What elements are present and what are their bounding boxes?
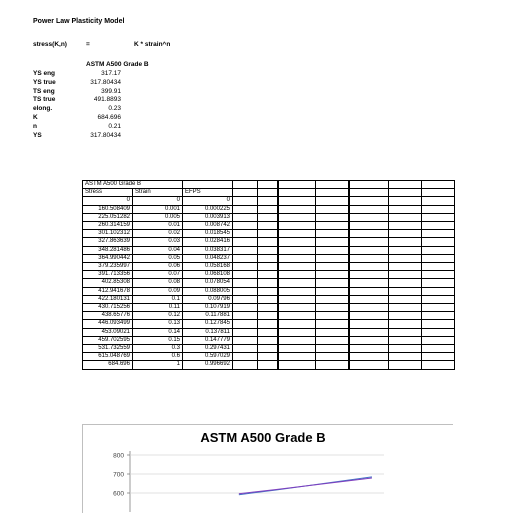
table-cell[interactable]: 0.996692 (183, 361, 233, 369)
chart-title: ASTM A500 Grade B (200, 430, 326, 445)
table-cell[interactable] (316, 181, 349, 189)
table-cell[interactable] (316, 222, 349, 230)
table-cell[interactable] (316, 328, 349, 336)
table-cell[interactable] (316, 353, 349, 361)
table-cell[interactable] (349, 336, 389, 344)
table-cell[interactable]: 0.147779 (183, 336, 233, 344)
table-cell[interactable] (258, 263, 278, 271)
table-cell[interactable] (233, 213, 258, 221)
line-chart (82, 424, 452, 512)
table-cell[interactable] (258, 312, 278, 320)
param-label: YS (33, 131, 42, 139)
table-cell[interactable] (316, 320, 349, 328)
table-cell[interactable] (278, 205, 316, 213)
table-cell[interactable] (389, 320, 422, 328)
table-cell[interactable]: 0.048237 (183, 254, 233, 262)
table-cell[interactable] (422, 287, 455, 295)
table-cell[interactable] (349, 295, 389, 303)
table-cell[interactable] (316, 213, 349, 221)
table-cell[interactable] (422, 181, 455, 189)
table-cell[interactable]: Stress (83, 189, 133, 197)
table-cell[interactable] (422, 312, 455, 320)
table-cell[interactable]: 348.281486 (83, 246, 133, 254)
table-cell[interactable] (389, 287, 422, 295)
table-cell[interactable] (278, 246, 316, 254)
table-cell[interactable] (278, 287, 316, 295)
formula-lhs: stress(K,n) (33, 41, 67, 48)
table-cell[interactable] (316, 189, 349, 197)
table-cell[interactable] (233, 312, 258, 320)
table-cell[interactable] (316, 304, 349, 312)
table-cell[interactable]: 0.297431 (183, 345, 233, 353)
table-cell[interactable]: 0.1 (133, 295, 183, 303)
table-cell[interactable] (422, 361, 455, 369)
y-tick-label: 800 (113, 452, 124, 460)
table-cell[interactable] (422, 271, 455, 279)
table-cell[interactable] (258, 230, 278, 238)
table-cell[interactable] (389, 246, 422, 254)
table-row (83, 328, 455, 336)
table-cell[interactable] (233, 279, 258, 287)
table-cell[interactable] (258, 189, 278, 197)
table-cell[interactable] (389, 279, 422, 287)
table-cell[interactable] (278, 213, 316, 221)
table-cell[interactable] (389, 254, 422, 262)
param-value[interactable]: 317.80434 (90, 131, 121, 139)
table-cell[interactable] (422, 345, 455, 353)
table-cell[interactable]: 225.051282 (83, 213, 133, 221)
table-cell[interactable] (258, 271, 278, 279)
table-cell[interactable] (389, 230, 422, 238)
param-value[interactable]: 491.8893 (93, 96, 121, 104)
table-cell[interactable] (422, 213, 455, 221)
table-cell[interactable] (278, 189, 316, 197)
table-cell[interactable]: 0.003913 (183, 213, 233, 221)
table-cell[interactable]: 0.058168 (183, 263, 233, 271)
formula-eq: = (86, 41, 90, 48)
table-cell[interactable] (349, 189, 389, 197)
table-cell[interactable] (316, 336, 349, 344)
table-cell[interactable] (349, 271, 389, 279)
table-cell[interactable] (349, 246, 389, 254)
table-cell[interactable]: 0.6 (133, 353, 183, 361)
table-row (83, 197, 455, 205)
table-cell[interactable]: 0.078054 (183, 279, 233, 287)
table-cell[interactable]: 0.09 (133, 287, 183, 295)
table-cell[interactable] (278, 238, 316, 246)
table-cell[interactable]: Strain (133, 189, 183, 197)
table-cell[interactable]: 453.09021 (83, 328, 133, 336)
table-cell[interactable]: 430.715256 (83, 304, 133, 312)
table-row (83, 279, 455, 287)
table-cell[interactable] (258, 254, 278, 262)
table-cell[interactable] (258, 304, 278, 312)
table-cell[interactable] (316, 205, 349, 213)
table-cell[interactable]: 0.12 (133, 312, 183, 320)
table-cell[interactable] (389, 353, 422, 361)
table-cell[interactable] (278, 263, 316, 271)
table-cell[interactable]: 0.000225 (183, 205, 233, 213)
table-cell[interactable] (389, 197, 422, 205)
param-value[interactable]: 0.21 (108, 122, 121, 130)
table-cell[interactable]: 438.65776 (83, 312, 133, 320)
table-cell[interactable]: 0.14 (133, 328, 183, 336)
table-cell[interactable]: 160.508409 (83, 205, 133, 213)
table-cell[interactable] (389, 295, 422, 303)
table-cell[interactable] (258, 353, 278, 361)
table-cell[interactable] (233, 238, 258, 246)
table-cell[interactable] (349, 353, 389, 361)
table-cell[interactable] (422, 189, 455, 197)
y-tick-label: 600 (113, 490, 124, 498)
table-cell[interactable] (422, 320, 455, 328)
table-cell[interactable] (349, 304, 389, 312)
table-cell[interactable]: 1 (133, 361, 183, 369)
table-cell[interactable]: 615.048769 (83, 353, 133, 361)
table-cell[interactable] (389, 312, 422, 320)
table-row (83, 345, 455, 353)
table-cell[interactable] (389, 304, 422, 312)
table-cell[interactable] (258, 246, 278, 254)
table-cell[interactable] (349, 328, 389, 336)
table-cell[interactable]: 0.08 (133, 279, 183, 287)
table-cell[interactable] (349, 213, 389, 221)
table-cell[interactable] (233, 181, 258, 189)
table-cell[interactable] (389, 345, 422, 353)
param-label: TS eng (33, 87, 55, 95)
table-cell[interactable] (233, 320, 258, 328)
table-cell[interactable] (258, 181, 278, 189)
table-cell[interactable] (278, 353, 316, 361)
table-cell[interactable]: 0.088005 (183, 287, 233, 295)
table-cell[interactable]: 0.3 (133, 345, 183, 353)
table-cell[interactable] (233, 205, 258, 213)
table-cell[interactable] (349, 263, 389, 271)
table-cell[interactable] (258, 336, 278, 344)
table-row (83, 287, 455, 295)
table-cell[interactable] (316, 246, 349, 254)
table-cell[interactable] (233, 353, 258, 361)
table-cell[interactable] (422, 246, 455, 254)
table-cell[interactable] (422, 353, 455, 361)
param-label: elong. (33, 105, 53, 113)
table-cell[interactable] (278, 181, 316, 189)
table-cell[interactable] (278, 320, 316, 328)
table-row (83, 336, 455, 344)
y-tick-label: 700 (113, 471, 124, 479)
table-row (83, 361, 455, 369)
table-row (83, 312, 455, 320)
table-cell[interactable]: 391.713356 (83, 271, 133, 279)
table-row (83, 213, 455, 221)
table-cell[interactable]: 379.235997 (83, 263, 133, 271)
table-cell[interactable] (349, 345, 389, 353)
table-cell[interactable] (233, 197, 258, 205)
table-cell[interactable] (422, 238, 455, 246)
table-cell[interactable] (258, 213, 278, 221)
table-cell[interactable]: 459.702595 (83, 336, 133, 344)
table-cell[interactable] (278, 279, 316, 287)
table-cell[interactable] (349, 361, 389, 369)
table-row (83, 189, 455, 197)
table-row (83, 238, 455, 246)
table-cell[interactable]: 0.005 (133, 213, 183, 221)
table-cell[interactable] (349, 222, 389, 230)
param-value[interactable]: 399.91 (101, 87, 121, 95)
table-cell[interactable] (233, 263, 258, 271)
table-cell[interactable] (278, 345, 316, 353)
table-cell[interactable] (389, 222, 422, 230)
table-cell[interactable] (316, 345, 349, 353)
param-value[interactable]: 317.17 (101, 70, 121, 77)
table-cell[interactable] (316, 312, 349, 320)
table-cell[interactable]: 0.018545 (183, 230, 233, 238)
sheet-title: Power Law Plasticity Model (33, 18, 125, 25)
table-cell[interactable] (389, 205, 422, 213)
table-cell[interactable] (316, 254, 349, 262)
table-cell[interactable] (183, 181, 233, 189)
table-cell[interactable]: 0.15 (133, 336, 183, 344)
table-cell[interactable] (278, 361, 316, 369)
table-cell[interactable] (233, 287, 258, 295)
table-cell[interactable]: EFPS (183, 189, 233, 197)
table-cell[interactable] (316, 263, 349, 271)
table-cell[interactable] (258, 361, 278, 369)
table-cell[interactable]: 0.117881 (183, 312, 233, 320)
table-cell[interactable] (278, 271, 316, 279)
table-cell[interactable] (349, 238, 389, 246)
table-cell[interactable]: 0 (83, 197, 133, 205)
table-cell[interactable] (389, 263, 422, 271)
table-cell[interactable]: 0.04 (133, 246, 183, 254)
table-cell[interactable]: 0.07 (133, 271, 183, 279)
table-cell[interactable] (316, 238, 349, 246)
table-cell[interactable] (422, 222, 455, 230)
table-cell[interactable] (258, 328, 278, 336)
table-row (83, 353, 455, 361)
table-cell[interactable] (389, 189, 422, 197)
table-cell[interactable] (349, 197, 389, 205)
table-cell[interactable]: 0.068108 (183, 271, 233, 279)
table-cell[interactable] (233, 271, 258, 279)
table-cell[interactable] (278, 295, 316, 303)
table-cell[interactable] (278, 254, 316, 262)
table-cell[interactable]: 0 (133, 197, 183, 205)
table-cell[interactable] (349, 320, 389, 328)
table-cell[interactable] (422, 254, 455, 262)
table-cell[interactable] (316, 271, 349, 279)
table-cell[interactable] (349, 230, 389, 238)
series-line-2 (239, 478, 372, 494)
data-table (82, 180, 455, 370)
table-cell[interactable] (422, 336, 455, 344)
table-cell[interactable] (258, 238, 278, 246)
table-row (83, 295, 455, 303)
table-cell[interactable]: 402.85308 (83, 279, 133, 287)
param-value[interactable]: 684.696 (97, 114, 121, 121)
table-row (83, 222, 455, 230)
param-label: K (33, 114, 38, 121)
table-cell[interactable]: 531.732559 (83, 345, 133, 353)
table-row (83, 246, 455, 254)
table-cell[interactable]: 0.01 (133, 222, 183, 230)
table-row (83, 320, 455, 328)
table-row (83, 205, 455, 213)
table-cell[interactable] (349, 181, 389, 189)
table-cell[interactable]: 0.008742 (183, 222, 233, 230)
table-cell[interactable] (349, 312, 389, 320)
table-cell[interactable] (233, 222, 258, 230)
table-cell[interactable] (233, 336, 258, 344)
table-cell[interactable]: 0 (183, 197, 233, 205)
table-cell[interactable]: 0.05 (133, 254, 183, 262)
table-cell[interactable] (233, 189, 258, 197)
table-cell[interactable]: 0.06 (133, 263, 183, 271)
param-label: YS eng (33, 70, 56, 77)
table-cell[interactable]: 0.13 (133, 320, 183, 328)
table-cell[interactable] (233, 328, 258, 336)
table-cell[interactable] (349, 287, 389, 295)
table-cell[interactable] (316, 287, 349, 295)
param-value[interactable]: 0.23 (108, 105, 121, 113)
table-cell[interactable] (258, 295, 278, 303)
table-cell[interactable]: 260.314159 (83, 222, 133, 230)
table-title-row (83, 181, 455, 189)
table-cell[interactable] (233, 246, 258, 254)
table-cell[interactable] (389, 336, 422, 344)
table-cell[interactable] (258, 287, 278, 295)
table-cell[interactable]: 0.001 (133, 205, 183, 213)
table-cell[interactable]: 0.11 (133, 304, 183, 312)
table-cell[interactable] (422, 328, 455, 336)
table-cell[interactable] (278, 336, 316, 344)
table-cell[interactable] (349, 279, 389, 287)
table-cell[interactable]: 412.941678 (83, 287, 133, 295)
table-cell[interactable] (316, 197, 349, 205)
table-cell[interactable] (316, 279, 349, 287)
table-cell[interactable] (278, 197, 316, 205)
table-cell[interactable]: 0.02 (133, 230, 183, 238)
table-cell[interactable] (233, 254, 258, 262)
table-cell[interactable]: 0.107919 (183, 304, 233, 312)
table-cell[interactable] (349, 254, 389, 262)
table-cell[interactable] (349, 205, 389, 213)
table-cell[interactable] (258, 279, 278, 287)
table-cell[interactable] (233, 345, 258, 353)
table-cell[interactable]: 0.127845 (183, 320, 233, 328)
params-header: ASTM A500 Grade B (86, 61, 149, 68)
table-row (83, 271, 455, 279)
table-row (83, 254, 455, 262)
table-cell[interactable] (316, 361, 349, 369)
table-cell[interactable] (389, 328, 422, 336)
table-cell[interactable] (278, 222, 316, 230)
table-cell[interactable] (278, 304, 316, 312)
table-cell[interactable]: 327.863639 (83, 238, 133, 246)
table-cell[interactable]: 0.137811 (183, 328, 233, 336)
table-cell[interactable] (258, 320, 278, 328)
table-cell[interactable] (389, 271, 422, 279)
param-label: TS true (33, 96, 56, 104)
table-cell[interactable] (389, 213, 422, 221)
table-cell[interactable]: 0.597029 (183, 353, 233, 361)
table-cell[interactable] (316, 295, 349, 303)
table-row (83, 263, 455, 271)
table-cell[interactable]: 0.03 (133, 238, 183, 246)
table-row (83, 230, 455, 238)
table-cell[interactable] (258, 222, 278, 230)
table-cell[interactable] (233, 230, 258, 238)
table-cell[interactable] (422, 279, 455, 287)
table-cell[interactable]: 0.09796 (183, 295, 233, 303)
formula-rhs: K * strain^n (134, 41, 171, 48)
table-cell[interactable] (422, 295, 455, 303)
table-cell[interactable]: 301.102312 (83, 230, 133, 238)
table-cell[interactable]: 684.696 (83, 361, 133, 369)
table-cell[interactable]: 422.180131 (83, 295, 133, 303)
table-cell[interactable] (233, 295, 258, 303)
table-row (83, 304, 455, 312)
table-cell[interactable] (258, 205, 278, 213)
table-cell[interactable]: 446.093499 (83, 320, 133, 328)
table-cell[interactable] (422, 263, 455, 271)
param-label: n (33, 122, 37, 130)
table-cell[interactable] (233, 304, 258, 312)
table-cell[interactable]: 0.028416 (183, 238, 233, 246)
table-cell[interactable] (233, 361, 258, 369)
table-cell[interactable] (316, 230, 349, 238)
param-label: YS true (33, 78, 56, 86)
table-cell[interactable] (389, 238, 422, 246)
table-cell[interactable] (389, 361, 422, 369)
table-cell[interactable] (422, 205, 455, 213)
table-cell[interactable] (258, 345, 278, 353)
table-cell[interactable] (278, 328, 316, 336)
table-cell[interactable] (389, 181, 422, 189)
table-cell[interactable] (258, 197, 278, 205)
table-title[interactable]: ASTM A500 Grade B (83, 181, 183, 189)
param-value[interactable]: 317.80434 (90, 78, 121, 86)
table-cell[interactable] (422, 230, 455, 238)
table-cell[interactable]: 364.990442 (83, 254, 133, 262)
table-cell[interactable] (422, 197, 455, 205)
table-cell[interactable]: 0.038317 (183, 246, 233, 254)
table-cell[interactable] (278, 230, 316, 238)
table-cell[interactable] (278, 312, 316, 320)
table-cell[interactable] (422, 304, 455, 312)
